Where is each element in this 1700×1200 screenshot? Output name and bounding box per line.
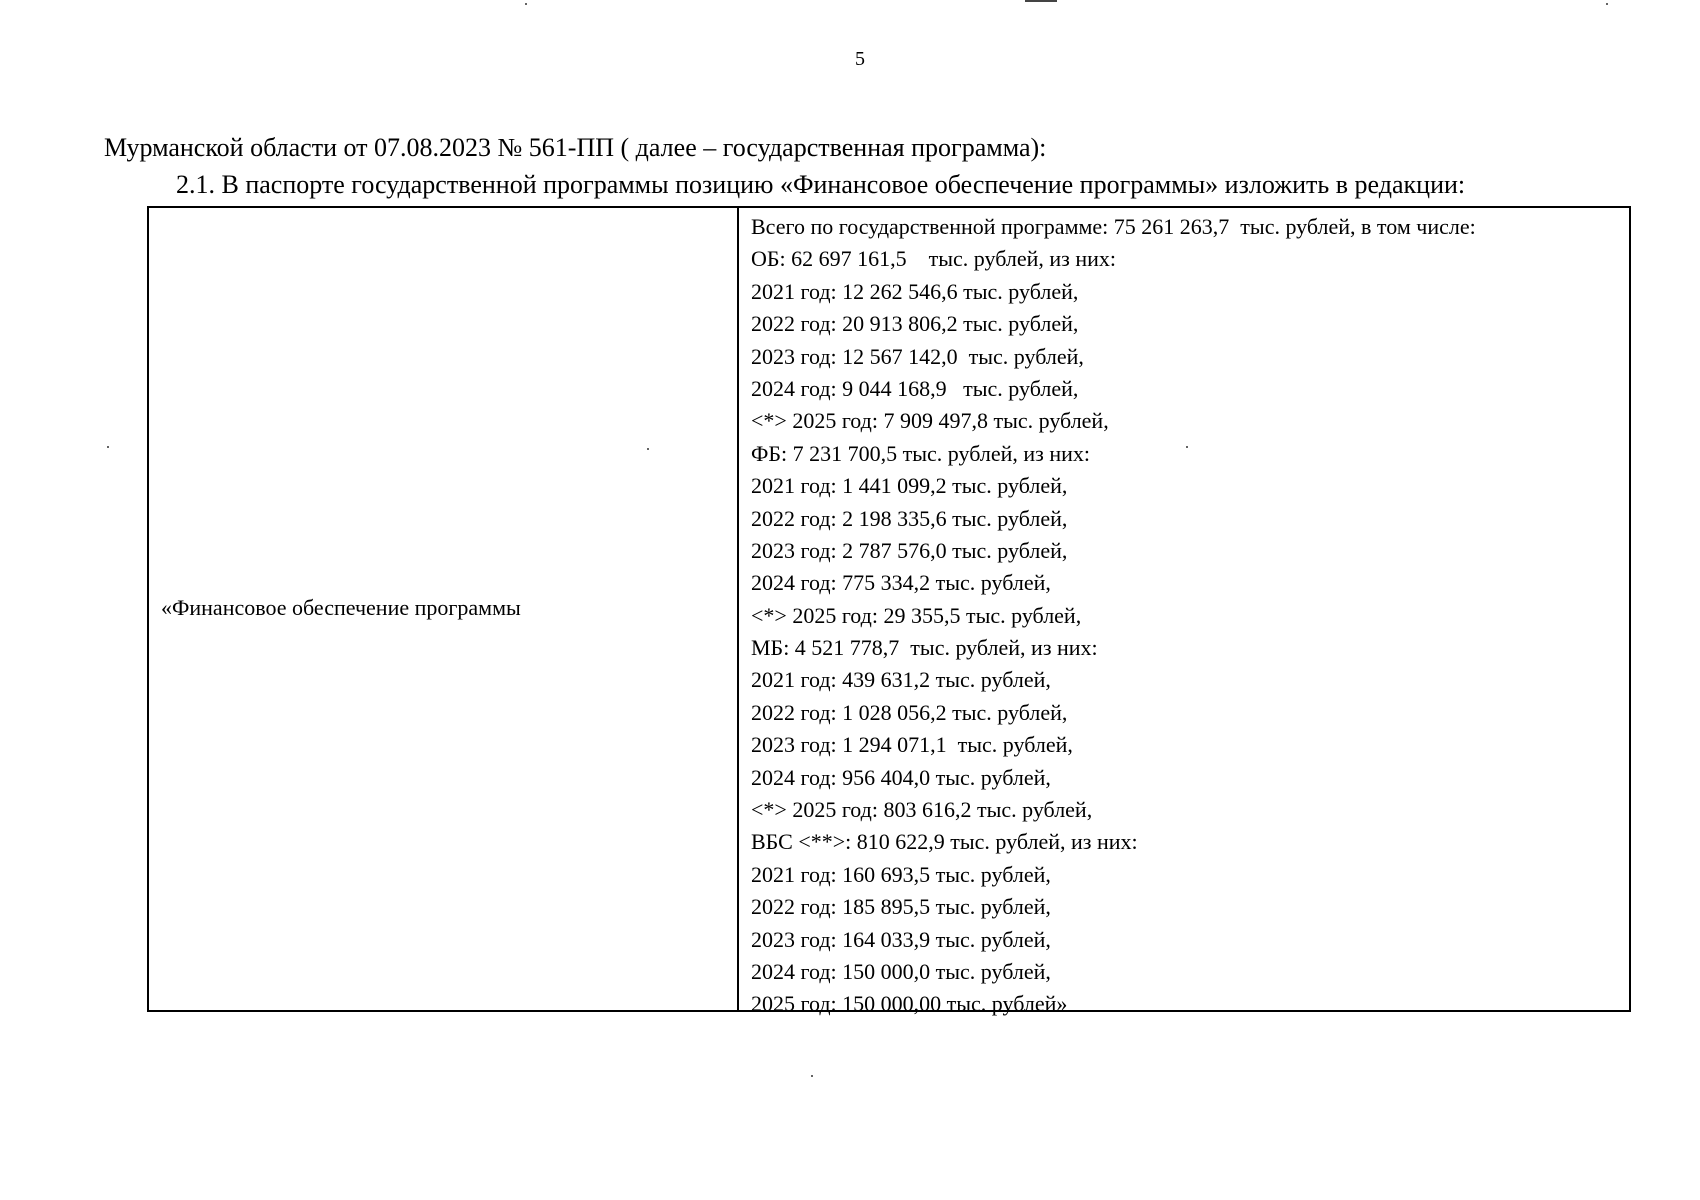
value-line: 2021 год: 1 441 099,2 тыс. рублей, <box>751 473 1068 499</box>
value-line: 2021 год: 439 631,2 тыс. рублей, <box>751 667 1051 693</box>
value-line: 2023 год: 12 567 142,0 тыс. рублей, <box>751 343 1084 369</box>
scan-speck <box>1606 3 1608 5</box>
value-line: 2022 год: 20 913 806,2 тыс. рублей, <box>751 311 1079 337</box>
value-line: 2023 год: 2 787 576,0 тыс. рублей, <box>751 537 1068 563</box>
value-line: 2023 год: 1 294 071,1 тыс. рублей, <box>751 732 1073 758</box>
value-line: Всего по государственной программе: 75 261 263,7 тыс. рублей, в том числе: <box>751 214 1476 239</box>
value-line: 2022 год: 2 198 335,6 тыс. рублей, <box>751 505 1068 531</box>
scan-artifact <box>1025 0 1057 2</box>
value-line: 2023 год: 164 033,9 тыс. рублей, <box>751 926 1051 952</box>
value-line: 2024 год: 150 000,0 тыс. рублей, <box>751 958 1051 984</box>
value-line: <*> 2025 год: 29 355,5 тыс. рублей, <box>751 602 1082 628</box>
value-line: МБ: 4 521 778,7 тыс. рублей, из них: <box>751 635 1098 661</box>
value-line: 2024 год: 775 334,2 тыс. рублей, <box>751 570 1051 596</box>
value-line: <*> 2025 год: 803 616,2 тыс. рублей, <box>751 797 1093 823</box>
table-label-cell <box>149 208 739 1010</box>
value-line: ОБ: 62 697 161,5 тыс. рублей, из них: <box>751 246 1116 272</box>
amendment-line: 2.1. В паспорте государственной программы позицию «Финансовое обеспечение программы» изложить в редакции: <box>176 170 1466 199</box>
value-line: 2022 год: 185 895,5 тыс. рублей, <box>751 894 1051 920</box>
value-line: 2022 год: 1 028 056,2 тыс. рублей, <box>751 699 1068 725</box>
value-line: 2021 год: 12 262 546,6 тыс. рублей, <box>751 278 1079 304</box>
scan-speck <box>811 1075 813 1077</box>
value-line: 2024 год: 9 044 168,9 тыс. рублей, <box>751 375 1079 401</box>
passport-table <box>147 206 1631 1017</box>
value-line: 2025 год: 150 000,00 тыс. рублей» <box>751 991 1068 1017</box>
intro-line: Мурманской области от 07.08.2023 № 561-ПП ( далее – государственная программа): <box>104 133 1047 162</box>
table-label: «Финансовое обеспечение программы <box>161 595 521 620</box>
value-line: 2021 год: 160 693,5 тыс. рублей, <box>751 861 1051 887</box>
value-line: ФБ: 7 231 700,5 тыс. рублей, из них: <box>751 440 1090 466</box>
scan-speck <box>107 446 109 448</box>
page-number: 5 <box>855 48 865 70</box>
table-value-cell <box>739 208 1629 1017</box>
value-line: <*> 2025 год: 7 909 497,8 тыс. рублей, <box>751 408 1109 434</box>
value-line: ВБС <**>: 810 622,9 тыс. рублей, из них: <box>751 829 1138 855</box>
scan-speck <box>525 3 527 5</box>
value-line: 2024 год: 956 404,0 тыс. рублей, <box>751 764 1051 790</box>
